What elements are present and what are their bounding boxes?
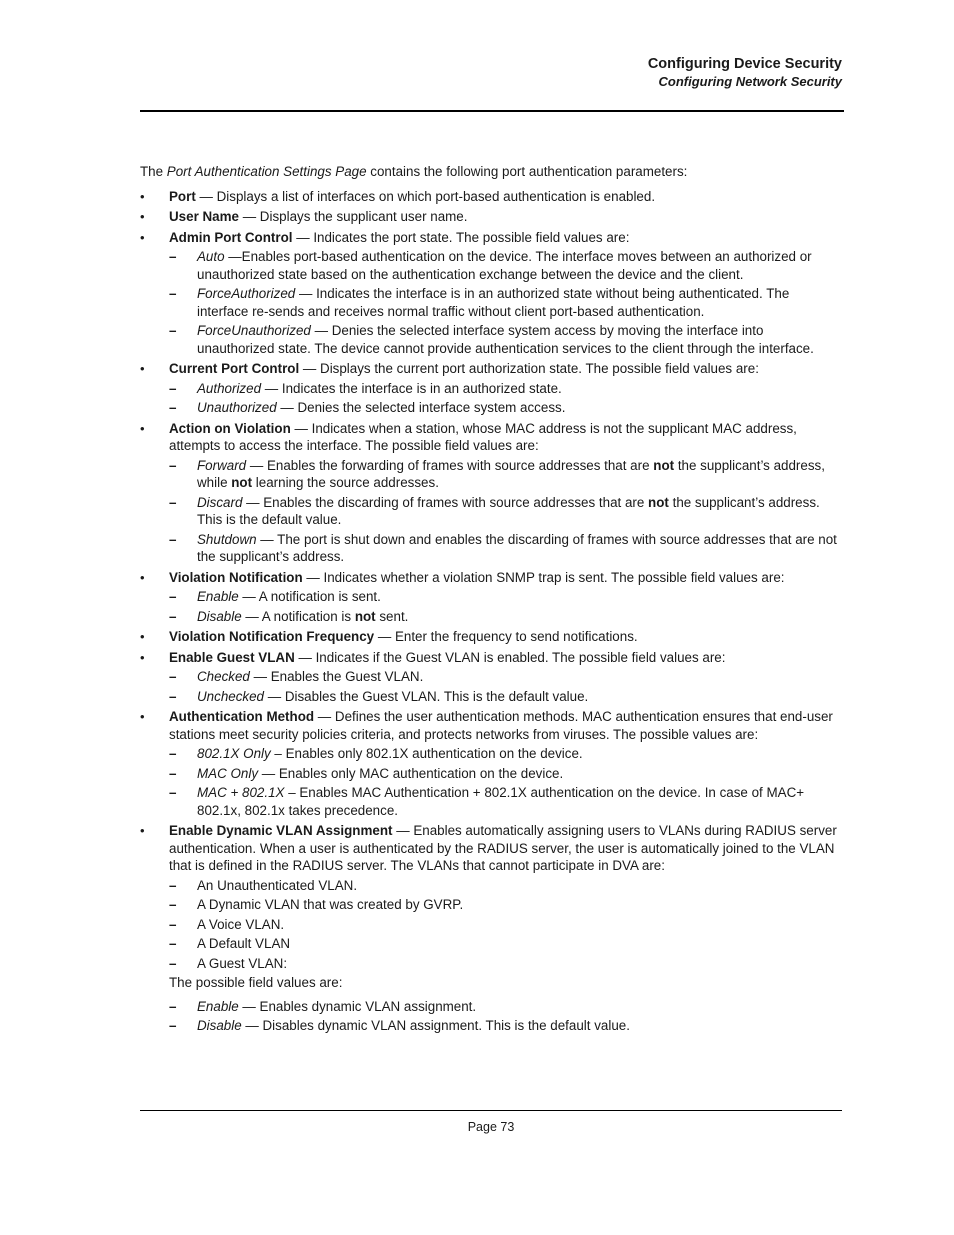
- bullet-marker: •: [140, 649, 145, 665]
- dash-marker: –: [169, 1018, 177, 1033]
- dash-marker: –: [169, 877, 177, 893]
- list-item: • User Name — Displays the supplicant user name.: [140, 209, 468, 224]
- list-item: • Violation Notification — Indicates whether a violation SNMP trap is sent. The possible field values are:: [140, 569, 785, 585]
- list-item: • Port — Displays a list of interfaces on which port-based authentication is enabled.: [140, 188, 656, 204]
- value-name: Enable: [197, 589, 239, 604]
- dash-marker: –: [169, 936, 177, 951]
- value-name: MAC Only: [197, 765, 259, 781]
- sub-list-item: – 802.1X Only – Enables only 802.1X authentication on the device.: [169, 746, 583, 761]
- dash-marker: –: [169, 955, 177, 971]
- list-item: • Admin Port Control — Indicates the port state. The possible field values are:: [140, 229, 630, 245]
- parameter-name: Action on Violation: [169, 420, 291, 436]
- dash-marker: –: [169, 897, 177, 912]
- value-name: Discard: [197, 494, 243, 510]
- sub-list-item: – MAC + 802.1X – Enables MAC Authentication + 802.1X authentication on the device. In case of MAC+ 802.1x, 802.1x takes precedence.: [169, 785, 805, 818]
- sub-list-item: – ForceUnauthorized — Denies the selected interface system access by moving the interface into unauthorized state. The device cannot provide authentication services to the client through the interface.: [169, 323, 814, 356]
- value-name: MAC + 802.1X: [197, 785, 285, 800]
- dash-marker: –: [169, 998, 177, 1014]
- bullet-marker: •: [140, 209, 145, 224]
- page-number: Page 73: [467, 1120, 515, 1134]
- list-item: • Action on Violation — Indicates when a station, whose MAC address is not the supplicant MAC address, attempts to access the interface. The possible field values are:: [140, 420, 797, 453]
- parameter-list: [140, 188, 844, 1035]
- sub-list-item: – ForceAuthorized — Indicates the interface is in an authorized state without being authenticated. The interface re-sends and receives normal traffic without client port-based authentication.: [169, 286, 790, 319]
- parameter-name: User Name: [169, 209, 239, 224]
- value-name: Unauthorized: [197, 400, 277, 415]
- parameter-name: Authentication Method: [169, 709, 315, 724]
- value-name: Unchecked: [197, 688, 264, 704]
- parameter-name: Current Port Control: [169, 361, 300, 376]
- value-name: Authorized: [197, 380, 262, 396]
- parameter-name: Enable Dynamic VLAN Assignment: [169, 823, 393, 838]
- parameter-name: Port: [169, 188, 196, 204]
- dash-marker: –: [169, 457, 177, 473]
- page-body: [140, 163, 844, 1035]
- sub-list-item: – Discard — Enables the discarding of frames with source addresses that are not the supplicant’s address. This is the default value.: [169, 494, 820, 527]
- sub-list-item: – A Default VLAN: [169, 936, 291, 951]
- dash-marker: –: [169, 916, 177, 932]
- page-name: Port Authentication Settings Page: [166, 164, 367, 179]
- parameter-name: Enable Guest VLAN: [169, 649, 295, 665]
- dash-marker: –: [169, 323, 177, 338]
- dash-marker: –: [169, 669, 177, 684]
- dash-marker: –: [169, 286, 177, 301]
- value-name: Checked: [197, 669, 250, 684]
- dash-marker: –: [169, 608, 177, 624]
- dash-marker: –: [169, 746, 177, 761]
- dash-marker: –: [169, 380, 177, 396]
- dash-marker: –: [169, 494, 177, 510]
- list-item: • Current Port Control — Displays the current port authorization state. The possible field values are:: [140, 361, 759, 376]
- value-name: Enable: [197, 998, 239, 1014]
- dash-marker: –: [169, 785, 177, 800]
- dash-marker: –: [169, 400, 177, 415]
- bullet-marker: •: [140, 629, 145, 644]
- sub-list-item: – A Guest VLAN:: [169, 955, 288, 971]
- dash-marker: –: [169, 531, 177, 547]
- header-rule: [140, 110, 844, 112]
- value-name: ForceUnauthorized: [197, 323, 311, 338]
- value-name: Auto: [197, 249, 225, 264]
- sub-list-item: – Disable — A notification is not sent.: [169, 608, 409, 624]
- parameter-name: Violation Notification: [169, 569, 303, 585]
- value-name: Shutdown: [197, 531, 257, 547]
- sub-list-item: – A Voice VLAN.: [169, 916, 285, 932]
- value-name: Disable: [197, 1018, 242, 1033]
- sub-list-item: – Authorized — Indicates the interface is in an authorized state.: [169, 380, 562, 396]
- sub-list-item: – Forward — Enables the forwarding of frames with source addresses that are not the supplicant’s address, while not learning the source addresses.: [169, 457, 825, 490]
- sub-list-item: – Unauthorized — Denies the selected interface system access.: [169, 400, 566, 415]
- sub-list-item: – Shutdown — The port is shut down and enables the discarding of frames with source addresses that are not the supplicant’s address.: [169, 531, 837, 564]
- bullet-marker: •: [140, 709, 145, 724]
- sub-list-item: – Enable — Enables dynamic VLAN assignment.: [169, 998, 477, 1014]
- bullet-marker: •: [140, 420, 145, 436]
- list-item: • Authentication Method — Defines the user authentication methods. MAC authentication ensures that end-user stations meet security policies criteria, and protects networks from viruses. The possible values are:: [140, 709, 833, 742]
- dash-marker: –: [169, 589, 177, 604]
- sub-list-item: – Auto —Enables port-based authentication on the device. The interface moves between an authorized or unauthorized state based on the authentication exchange between the device and the client.: [169, 249, 812, 282]
- bullet-marker: •: [140, 823, 145, 838]
- dash-marker: –: [169, 765, 177, 781]
- bullet-marker: •: [140, 188, 145, 204]
- footer-rule: [140, 1110, 842, 1111]
- intro-paragraph: The Port Authentication Settings Page contains the following port authentication parameters:: [140, 164, 688, 179]
- dash-marker: –: [169, 688, 177, 704]
- parameter-name: Admin Port Control: [169, 229, 293, 245]
- bullet-marker: •: [140, 361, 145, 376]
- value-name: Forward: [197, 457, 247, 473]
- value-name: ForceAuthorized: [197, 286, 296, 301]
- list-item: • Violation Notification Frequency — Enter the frequency to send notifications.: [140, 629, 638, 644]
- chapter-title: Configuring Device Security: [647, 56, 842, 72]
- sub-list-item: – MAC Only — Enables only MAC authentication on the device.: [169, 765, 564, 781]
- dash-marker: –: [169, 249, 177, 264]
- sub-list-item: – Checked — Enables the Guest VLAN.: [169, 669, 424, 684]
- running-header: [648, 54, 842, 90]
- sub-list-item: – An Unauthenticated VLAN.: [169, 877, 358, 893]
- sub-list-item: – Unchecked — Disables the Guest VLAN. This is the default value.: [169, 688, 589, 704]
- list-item: • Enable Dynamic VLAN Assignment — Enables automatically assigning users to VLANs during RADIUS server authentication. When a user is authenticated by the RADIUS server, the user is automatically joined to the VLAN that is defined in the RADIUS server. The VLANs that cannot participate in DVA are:: [140, 823, 837, 873]
- bullet-marker: •: [140, 229, 145, 245]
- sub-list-item: – Enable — A notification is sent.: [169, 589, 381, 604]
- parameter-name: Violation Notification Frequency: [169, 629, 375, 644]
- bullet-marker: •: [140, 569, 145, 585]
- list-item: • Enable Guest VLAN — Indicates if the Guest VLAN is enabled. The possible field values are:: [140, 649, 726, 665]
- list-note: The possible field values are:: [169, 975, 343, 990]
- value-name: 802.1X Only: [197, 746, 271, 761]
- sub-list-item: – A Dynamic VLAN that was created by GVRP.: [169, 897, 464, 912]
- sub-list-item: – Disable — Disables dynamic VLAN assignment. This is the default value.: [169, 1018, 630, 1033]
- section-title: Configuring Network Security: [658, 74, 842, 89]
- value-name: Disable: [197, 608, 242, 624]
